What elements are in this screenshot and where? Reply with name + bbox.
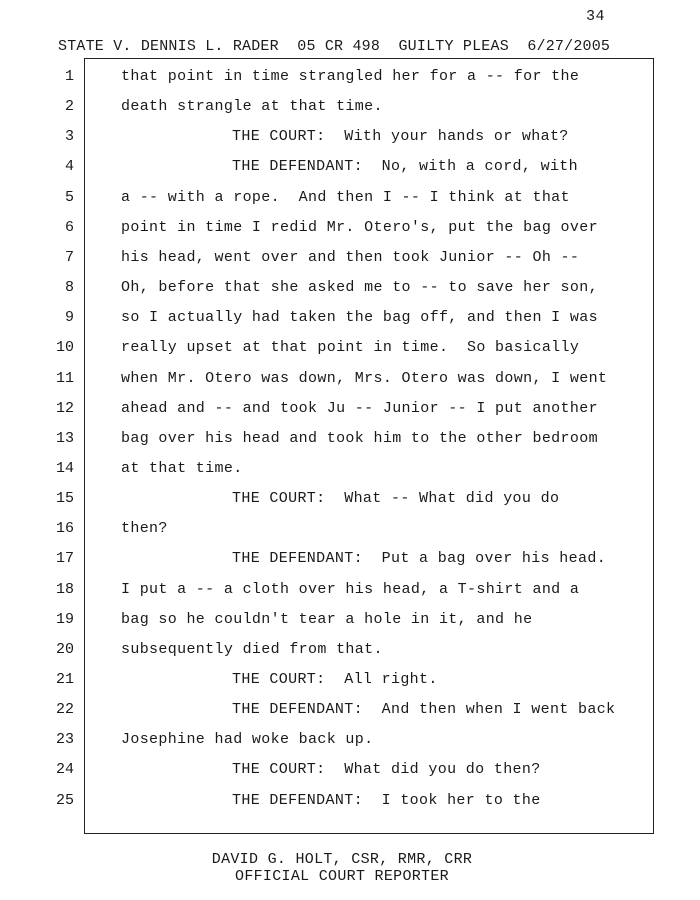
transcript-line <box>0 641 700 671</box>
transcript-line <box>0 430 700 460</box>
line-text: when Mr. Otero was down, Mrs. Otero was down, I went <box>121 369 608 387</box>
page-footer <box>0 851 700 885</box>
line-number: 1 <box>64 68 74 85</box>
line-number: 18 <box>55 580 74 598</box>
transcript-line <box>0 490 700 520</box>
transcript-line <box>0 520 700 550</box>
line-number: 13 <box>55 429 74 447</box>
line-text: THE DEFENDANT: I took her to the <box>232 791 541 809</box>
line-number: 14 <box>55 459 74 477</box>
line-number: 22 <box>55 701 74 719</box>
transcript-line <box>0 68 700 98</box>
case-title: STATE V. DENNIS L. RADER <box>58 38 279 55</box>
transcript-line <box>0 611 700 641</box>
line-text: death strangle at that time. <box>121 98 383 116</box>
transcript-line <box>0 761 700 791</box>
line-number: 19 <box>55 610 74 628</box>
transcript-line <box>0 581 700 611</box>
transcript-line <box>0 370 700 400</box>
transcript-line <box>0 249 700 279</box>
transcript-line <box>0 158 700 188</box>
line-text: a -- with a rope. And then I -- I think at that <box>121 188 570 206</box>
line-text: point in time I redid Mr. Otero's, put the bag over <box>121 218 598 236</box>
hearing-date: 6/27/2005 <box>527 38 611 55</box>
line-number: 8 <box>64 279 74 297</box>
line-number: 6 <box>64 218 74 236</box>
line-number: 23 <box>55 731 74 749</box>
line-number: 9 <box>64 309 74 327</box>
line-number: 16 <box>55 520 74 538</box>
transcript-line <box>0 98 700 128</box>
line-text: THE DEFENDANT: No, with a cord, with <box>232 158 579 176</box>
line-text: at that time. <box>121 459 243 477</box>
line-number: 25 <box>55 791 74 809</box>
page-number: 34 <box>586 8 606 25</box>
line-text: that point in time strangled her for a -- for the <box>121 68 580 85</box>
line-number: 2 <box>64 98 74 116</box>
line-text: Josephine had woke back up. <box>121 731 374 749</box>
line-text: THE COURT: All right. <box>232 671 438 688</box>
line-number: 5 <box>64 188 74 206</box>
case-number: 05 CR 498 <box>297 38 381 55</box>
transcript-line <box>0 128 700 158</box>
line-text: ahead and -- and took Ju -- Junior -- I put another <box>121 399 598 417</box>
reporter-name: DAVID G. HOLT, CSR, RMR, CRR <box>211 851 473 868</box>
line-text: Oh, before that she asked me to -- to save her son, <box>121 279 598 297</box>
line-number: 3 <box>64 128 74 146</box>
line-number: 21 <box>55 671 74 688</box>
transcript-header <box>58 38 668 55</box>
line-text: bag so he couldn't tear a hole in it, and he <box>121 610 533 628</box>
line-number: 15 <box>55 490 74 508</box>
transcript-line <box>0 731 700 761</box>
transcript-line <box>0 792 700 822</box>
line-text: bag over his head and took him to the other bedroom <box>121 429 598 447</box>
line-text: his head, went over and then took Junior -- Oh -- <box>121 248 580 266</box>
proceeding-type: GUILTY PLEAS <box>398 38 509 55</box>
line-text: THE COURT: With your hands or what? <box>232 128 569 146</box>
transcript-line <box>0 460 700 490</box>
line-number: 17 <box>55 550 74 568</box>
transcript-line <box>0 339 700 369</box>
transcript-line <box>0 400 700 430</box>
line-number: 10 <box>55 339 74 357</box>
line-number: 20 <box>55 640 74 658</box>
transcript-line <box>0 219 700 249</box>
transcript-line <box>0 189 700 219</box>
reporter-title: OFFICIAL COURT REPORTER <box>235 868 449 885</box>
transcript-line <box>0 701 700 731</box>
line-text: THE COURT: What -- What did you do <box>232 490 560 508</box>
transcript-line <box>0 279 700 309</box>
line-text: THE COURT: What did you do then? <box>232 761 541 779</box>
line-text: really upset at that point in time. So basically <box>121 339 580 357</box>
line-text: THE DEFENDANT: And then when I went back <box>232 701 616 719</box>
line-number: 11 <box>55 369 74 387</box>
line-text: I put a -- a cloth over his head, a T-shirt and a <box>121 580 580 598</box>
line-number: 24 <box>55 761 74 779</box>
transcript-line <box>0 550 700 580</box>
line-number: 12 <box>55 399 74 417</box>
line-number: 7 <box>64 248 74 266</box>
transcript-line <box>0 671 700 701</box>
line-text: subsequently died from that. <box>121 640 383 658</box>
line-text: THE DEFENDANT: Put a bag over his head. <box>232 550 607 568</box>
transcript-line <box>0 309 700 339</box>
line-number: 4 <box>64 158 74 176</box>
line-text: so I actually had taken the bag off, and then I was <box>121 309 598 327</box>
line-text: then? <box>121 520 168 538</box>
